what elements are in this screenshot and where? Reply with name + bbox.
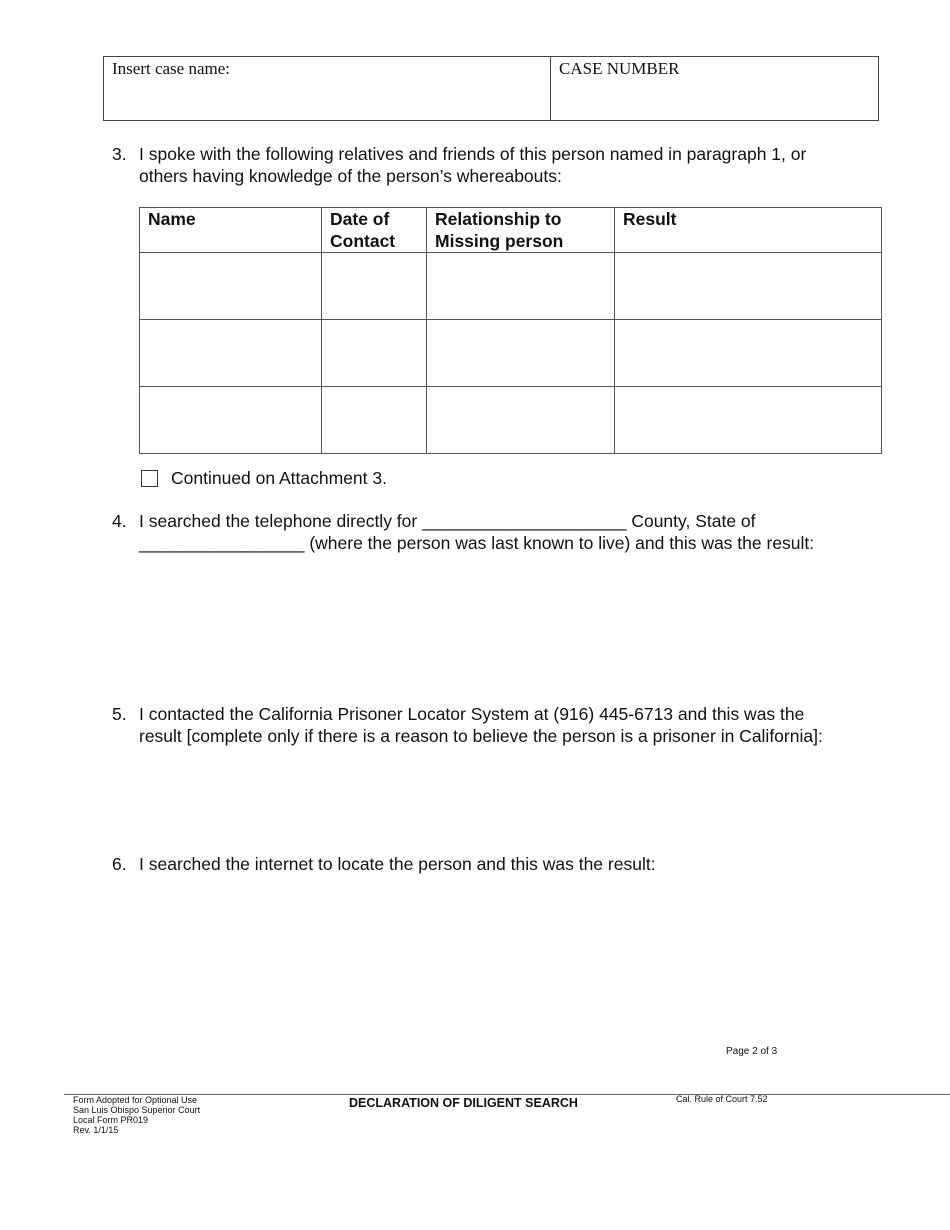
paragraph-4 xyxy=(112,511,832,554)
form-title: DECLARATION OF DILIGENT SEARCH xyxy=(349,1096,578,1110)
paragraph-6 xyxy=(112,854,832,876)
name-cell[interactable] xyxy=(140,387,322,454)
paragraph-text: I spoke with the following relatives and friends of this person named in paragraph 1, or others having knowledge of the person’s whereabouts: xyxy=(139,144,807,186)
form-info xyxy=(73,1095,200,1135)
attachment-checkbox[interactable] xyxy=(141,470,158,487)
header-relationship: Relationship to Missing person xyxy=(427,208,615,253)
form-info-line: Form Adopted for Optional Use xyxy=(73,1095,198,1105)
contacts-table xyxy=(139,207,882,454)
result-cell[interactable] xyxy=(615,253,882,320)
case-number-label: CASE NUMBER xyxy=(559,59,680,78)
paragraph-text: I searched the telephone directly for _____________________ County, State of _________________ (where the person was last known to live) and this was the result: xyxy=(139,511,815,553)
attachment-checkbox-label: Continued on Attachment 3. xyxy=(171,468,387,488)
form-info-line: Local Form PR019 xyxy=(73,1115,149,1125)
paragraph-number: 5. xyxy=(112,704,127,724)
case-number-field[interactable] xyxy=(551,57,878,120)
paragraph-5 xyxy=(112,704,832,747)
date-cell[interactable] xyxy=(322,387,427,454)
form-info-line: San Luis Obispo Superior Court xyxy=(73,1105,201,1115)
relationship-cell[interactable] xyxy=(427,253,615,320)
name-cell[interactable] xyxy=(140,253,322,320)
table-row xyxy=(140,387,882,454)
paragraph-3 xyxy=(112,144,832,187)
case-header-box xyxy=(103,56,879,121)
case-name-label: Insert case name: xyxy=(112,59,230,78)
paragraph-text: I searched the internet to locate the person and this was the result: xyxy=(139,854,656,874)
relationship-cell[interactable] xyxy=(427,387,615,454)
table-header-row xyxy=(140,208,882,253)
relationship-cell[interactable] xyxy=(427,320,615,387)
header-date-of-contact: Date of Contact xyxy=(322,208,427,253)
page-number: Page 2 of 3 xyxy=(726,1046,778,1057)
date-cell[interactable] xyxy=(322,253,427,320)
paragraph-number: 4. xyxy=(112,511,127,531)
name-cell[interactable] xyxy=(140,320,322,387)
paragraph-number: 6. xyxy=(112,854,127,874)
table-row xyxy=(140,253,882,320)
court-rule: Cal. Rule of Court 7.52 xyxy=(676,1094,768,1104)
table-row xyxy=(140,320,882,387)
result-cell[interactable] xyxy=(615,387,882,454)
result-cell[interactable] xyxy=(615,320,882,387)
paragraph-text: I contacted the California Prisoner Locator System at (916) 445-6713 and this was the result [complete only if there is a reason to believe the person is a prisoner in California]: xyxy=(139,704,823,746)
header-name: Name xyxy=(140,208,322,253)
header-result: Result xyxy=(615,208,882,253)
form-info-line: Rev. 1/1/15 xyxy=(73,1125,119,1135)
date-cell[interactable] xyxy=(322,320,427,387)
case-name-field[interactable] xyxy=(104,57,551,120)
attachment-checkbox-row xyxy=(141,468,387,489)
paragraph-number: 3. xyxy=(112,144,127,164)
